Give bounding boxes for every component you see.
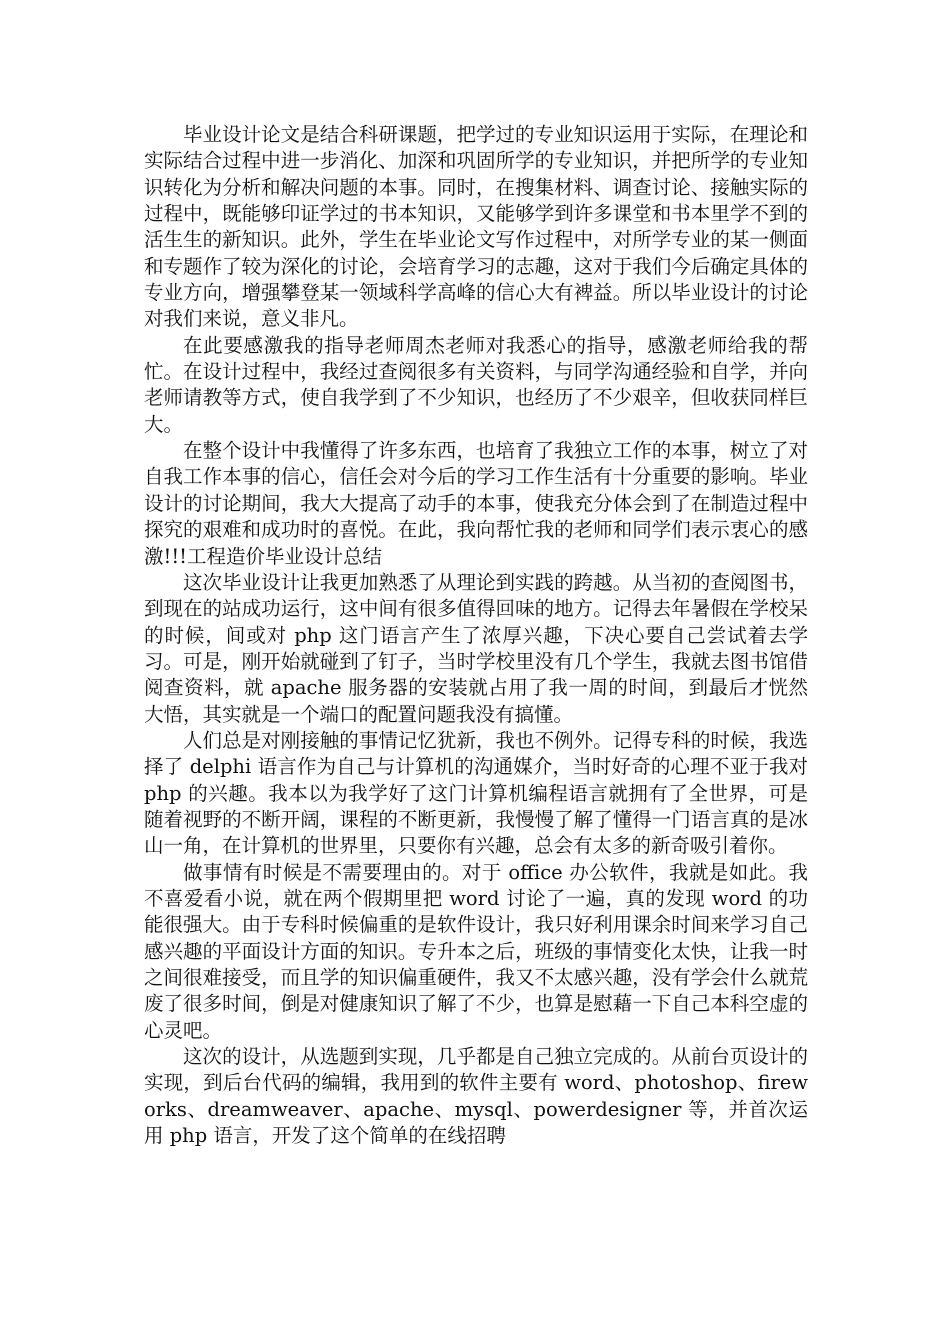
paragraph-4: 这次毕业设计让我更加熟悉了从理论到实践的跨越。从当初的查阅图书，到现在的站成功运行，这中间有很多值得回味的地方。记得去年暑假在学校呆的时候，间或对 php 这门语言产生了浓厚兴趣，下决心要自己尝试着去学习。可是，刚开始就碰到了钉子，当时学校里没有几个学生，我就去图书馆借阅查资料，就 apache 服务器的安装就占用了我一周的时间，到最后才恍然大悟，其实就是一个端口的配置问题我没有搞懂。 [144,570,808,726]
paragraph-5: 人们总是对刚接触的事情记忆犹新，我也不例外。记得专科的时候，我选择了 delphi 语言作为自己与计算机的沟通媒介，当时好奇的心理不亚于我对 php 的兴趣。我本以为我学好了这门计算机编程语言就拥有了全世界，可是随着视野的不断开阔，课程的不断更新，我慢慢了解了懂得一门语言真的是冰山一角，在计算机的世界里，只要你有兴趣，总会有太多的新奇吸引着你。 [144,728,808,858]
document-body [144,122,808,1149]
paragraph-2: 在此要感激我的指导老师周杰老师对我悉心的指导，感激老师给我的帮忙。在设计过程中，我经过查阅很多有关资料，与同学沟通经验和自学，并向老师请教等方式，使自我学到了不少知识，也经历了不少艰辛，但收获同样巨大。 [144,333,808,436]
paragraph-7: 这次的设计，从选题到实现，几乎都是自己独立完成的。从前台页设计的实现，到后台代码的编辑，我用到的软件主要有 word、photoshop、fireworks、dreamweaver、apache、mysql、powerdesigner 等，并首次运用 php 语言，开发了这个简单的在线招聘 [144,1045,808,1148]
paragraph-1: 毕业设计论文是结合科研课题，把学过的专业知识运用于实际，在理论和实际结合过程中进一步消化、加深和巩固所学的专业知识，并把所学的专业知识转化为分析和解决问题的本事。同时，在搜集材料、调查讨论、接触实际的过程中，既能够印证学过的书本知识，又能够学到许多课堂和书本里学不到的活生生的新知识。此外，学生在毕业论文写作过程中，对所学专业的某一侧面和专题作了较为深化的讨论，会培育学习的志趣，这对于我们今后确定具体的专业方向，增强攀登某一领域科学高峰的信心大有裨益。所以毕业设计的讨论对我们来说，意义非凡。 [144,123,808,331]
paragraph-6: 做事情有时候是不需要理由的。对于 office 办公软件，我就是如此。我不喜爱看小说，就在两个假期里把 word 讨论了一遍，真的发现 word 的功能很强大。由于专科时候偏重的是软件设计，我只好利用课余时间来学习自己感兴趣的平面设计方面的知识。专升本之后，班级的事情变化太快，让我一时之间很难接受，而且学的知识偏重硬件，我又不太感兴趣，没有学会什么就荒废了很多时间，倒是对健康知识了解了不少，也算是慰藉一下自己本科空虚的心灵吧。 [144,860,808,1042]
paragraph-3: 在整个设计中我懂得了许多东西，也培育了我独立工作的本事，树立了对自我工作本事的信心，信任会对今后的学习工作生活有十分重要的影响。毕业设计的讨论期间，我大大提高了动手的本事，使我充分体会到了在制造过程中探究的艰难和成功时的喜悦。在此，我向帮忙我的老师和同学们表示衷心的感激!!!工程造价毕业设计总结 [144,439,808,568]
